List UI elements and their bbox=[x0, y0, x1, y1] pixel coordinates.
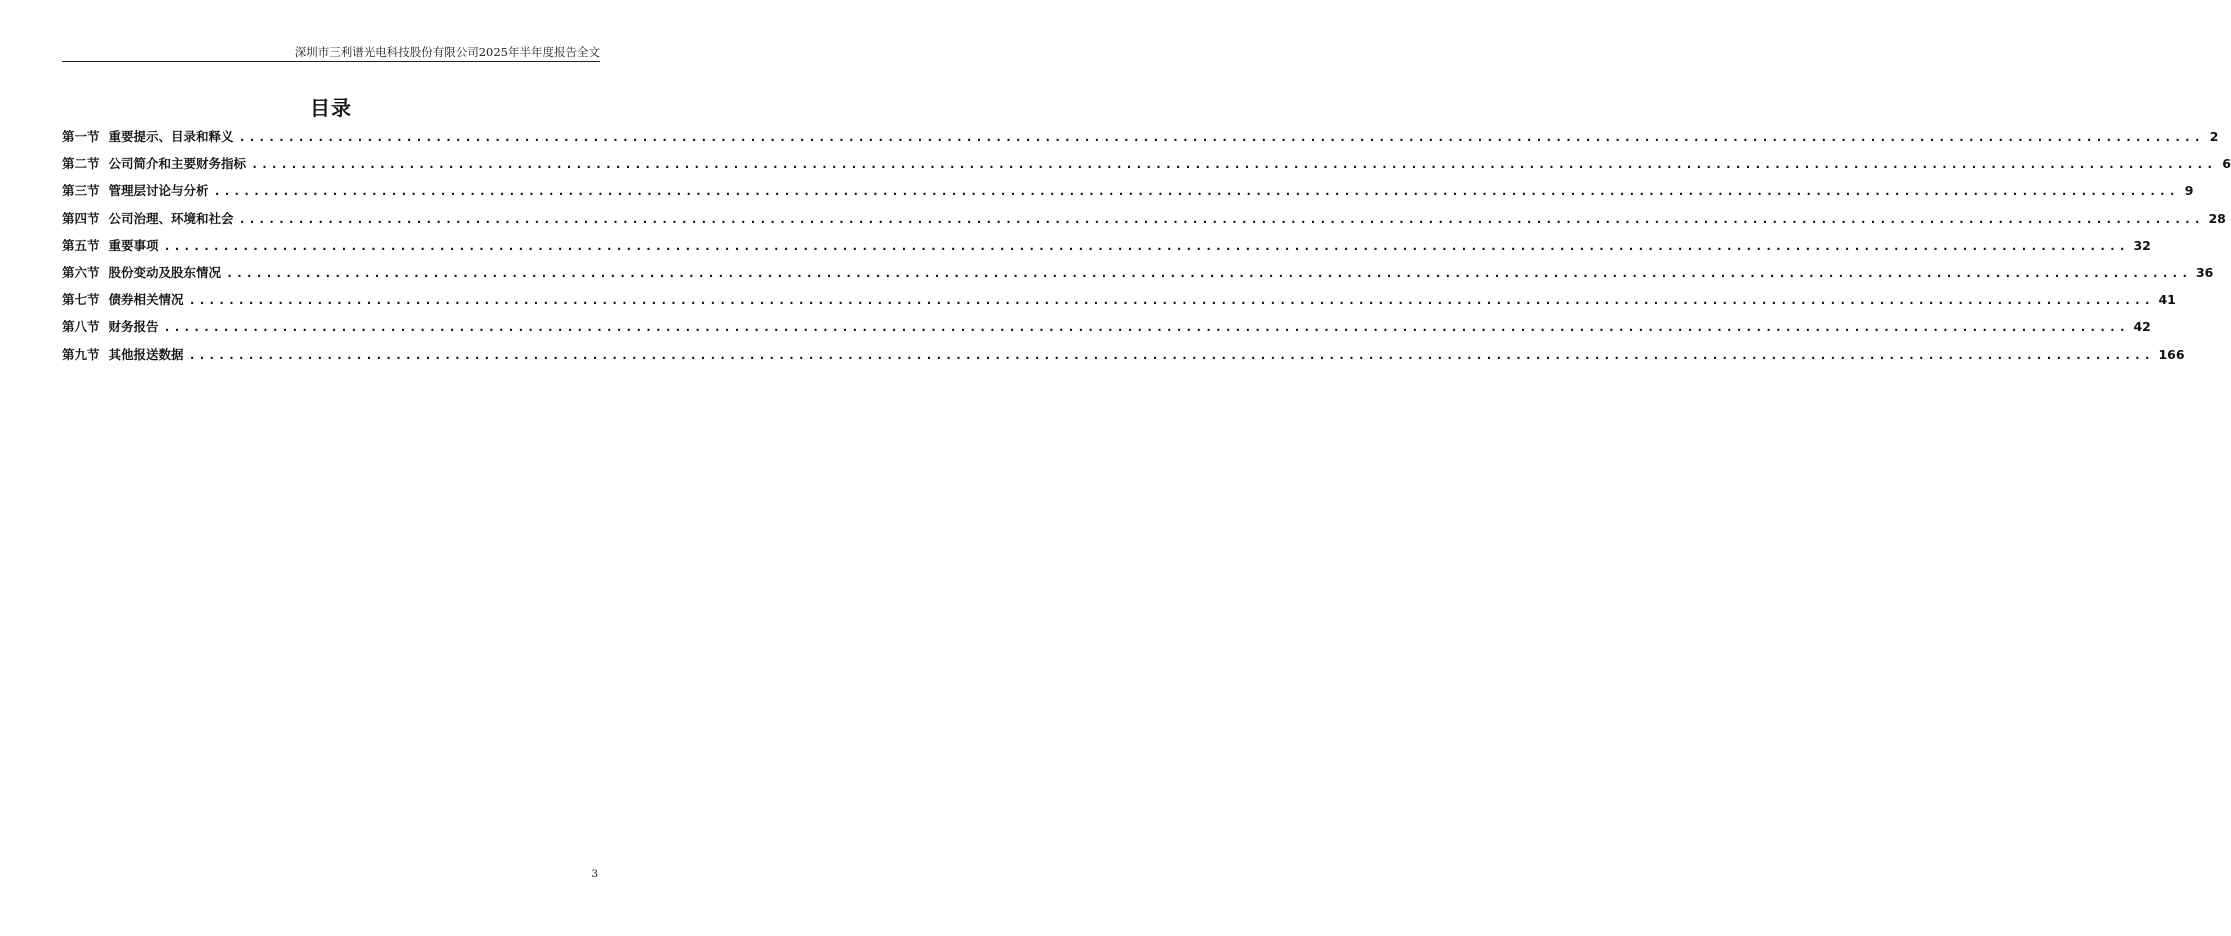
header-divider bbox=[62, 61, 600, 62]
toc-entry-page: 41 bbox=[2158, 292, 2176, 308]
toc-entry-page: 166 bbox=[2158, 346, 2185, 362]
toc-entry-page: 28 bbox=[2208, 210, 2226, 226]
toc-entry-page: 42 bbox=[2133, 319, 2151, 335]
dot-leader: ........................................................................................................................................................................................................ bbox=[163, 320, 2129, 335]
toc-title: 目录 bbox=[310, 96, 352, 120]
toc-entry-name: 公司治理、环境和社会 bbox=[108, 210, 234, 226]
page-number: 3 bbox=[591, 868, 598, 880]
toc-entry-name: 管理层讨论与分析 bbox=[108, 183, 209, 199]
toc-entry-section: 第九节 bbox=[62, 346, 100, 362]
toc-entry-name: 重要事项 bbox=[108, 237, 159, 253]
toc-entry-3[interactable] bbox=[62, 181, 2194, 208]
toc-entry-section: 第一节 bbox=[62, 129, 100, 144]
toc-entry-name: 重要提示、目录和释义 bbox=[108, 129, 234, 144]
table-of-contents bbox=[62, 127, 2231, 372]
toc-entry-page: 36 bbox=[2195, 264, 2214, 280]
dot-leader: ........................................................................................................................................................................................................ bbox=[251, 157, 2216, 172]
dot-leader: ........................................................................................................................................................................................................ bbox=[238, 130, 2204, 144]
toc-entry-8[interactable] bbox=[62, 317, 2151, 344]
dot-leader: ........................................................................................................................................................................................................ bbox=[238, 211, 2204, 226]
toc-entry-name: 其他报送数据 bbox=[108, 346, 184, 362]
toc-entry-5[interactable] bbox=[62, 236, 2151, 263]
toc-entry-section: 第三节 bbox=[62, 183, 100, 199]
toc-entry-1[interactable] bbox=[62, 127, 2219, 154]
toc-entry-page: 9 bbox=[2184, 183, 2194, 199]
toc-entry-page: 6 bbox=[2222, 156, 2231, 172]
toc-entry-page: 32 bbox=[2133, 237, 2151, 253]
toc-entry-2[interactable] bbox=[62, 154, 2231, 181]
toc-entry-section: 第七节 bbox=[62, 292, 100, 308]
toc-entry-name: 债券相关情况 bbox=[108, 292, 184, 308]
toc-entry-6[interactable] bbox=[62, 263, 2214, 290]
toc-entry-name: 公司简介和主要财务指标 bbox=[108, 156, 247, 172]
toc-entry-section: 第五节 bbox=[62, 237, 100, 253]
toc-entry-4[interactable] bbox=[62, 209, 2226, 236]
dot-leader: ........................................................................................................................................................................................................ bbox=[188, 293, 2154, 308]
dot-leader: ........................................................................................................................................................................................................ bbox=[163, 238, 2129, 253]
toc-entry-7[interactable] bbox=[62, 290, 2176, 317]
toc-entry-name: 股份变动及股东情况 bbox=[108, 264, 222, 280]
dot-leader: ........................................................................................................................................................................................................ bbox=[188, 347, 2154, 362]
toc-entry-page: 2 bbox=[2209, 129, 2219, 144]
toc-entry-section: 第二节 bbox=[62, 156, 100, 172]
toc-entry-section: 第八节 bbox=[62, 319, 100, 335]
dot-leader: ........................................................................................................................................................................................................ bbox=[213, 184, 2179, 199]
toc-entry-9[interactable] bbox=[62, 345, 2185, 372]
toc-entry-name: 财务报告 bbox=[108, 319, 159, 335]
toc-entry-section: 第四节 bbox=[62, 210, 100, 226]
dot-leader: ........................................................................................................................................................................................................ bbox=[226, 265, 2191, 280]
page-header: 深圳市三利谱光电科技股份有限公司2025年半年度报告全文 bbox=[294, 45, 600, 59]
toc-entry-section: 第六节 bbox=[62, 264, 100, 280]
